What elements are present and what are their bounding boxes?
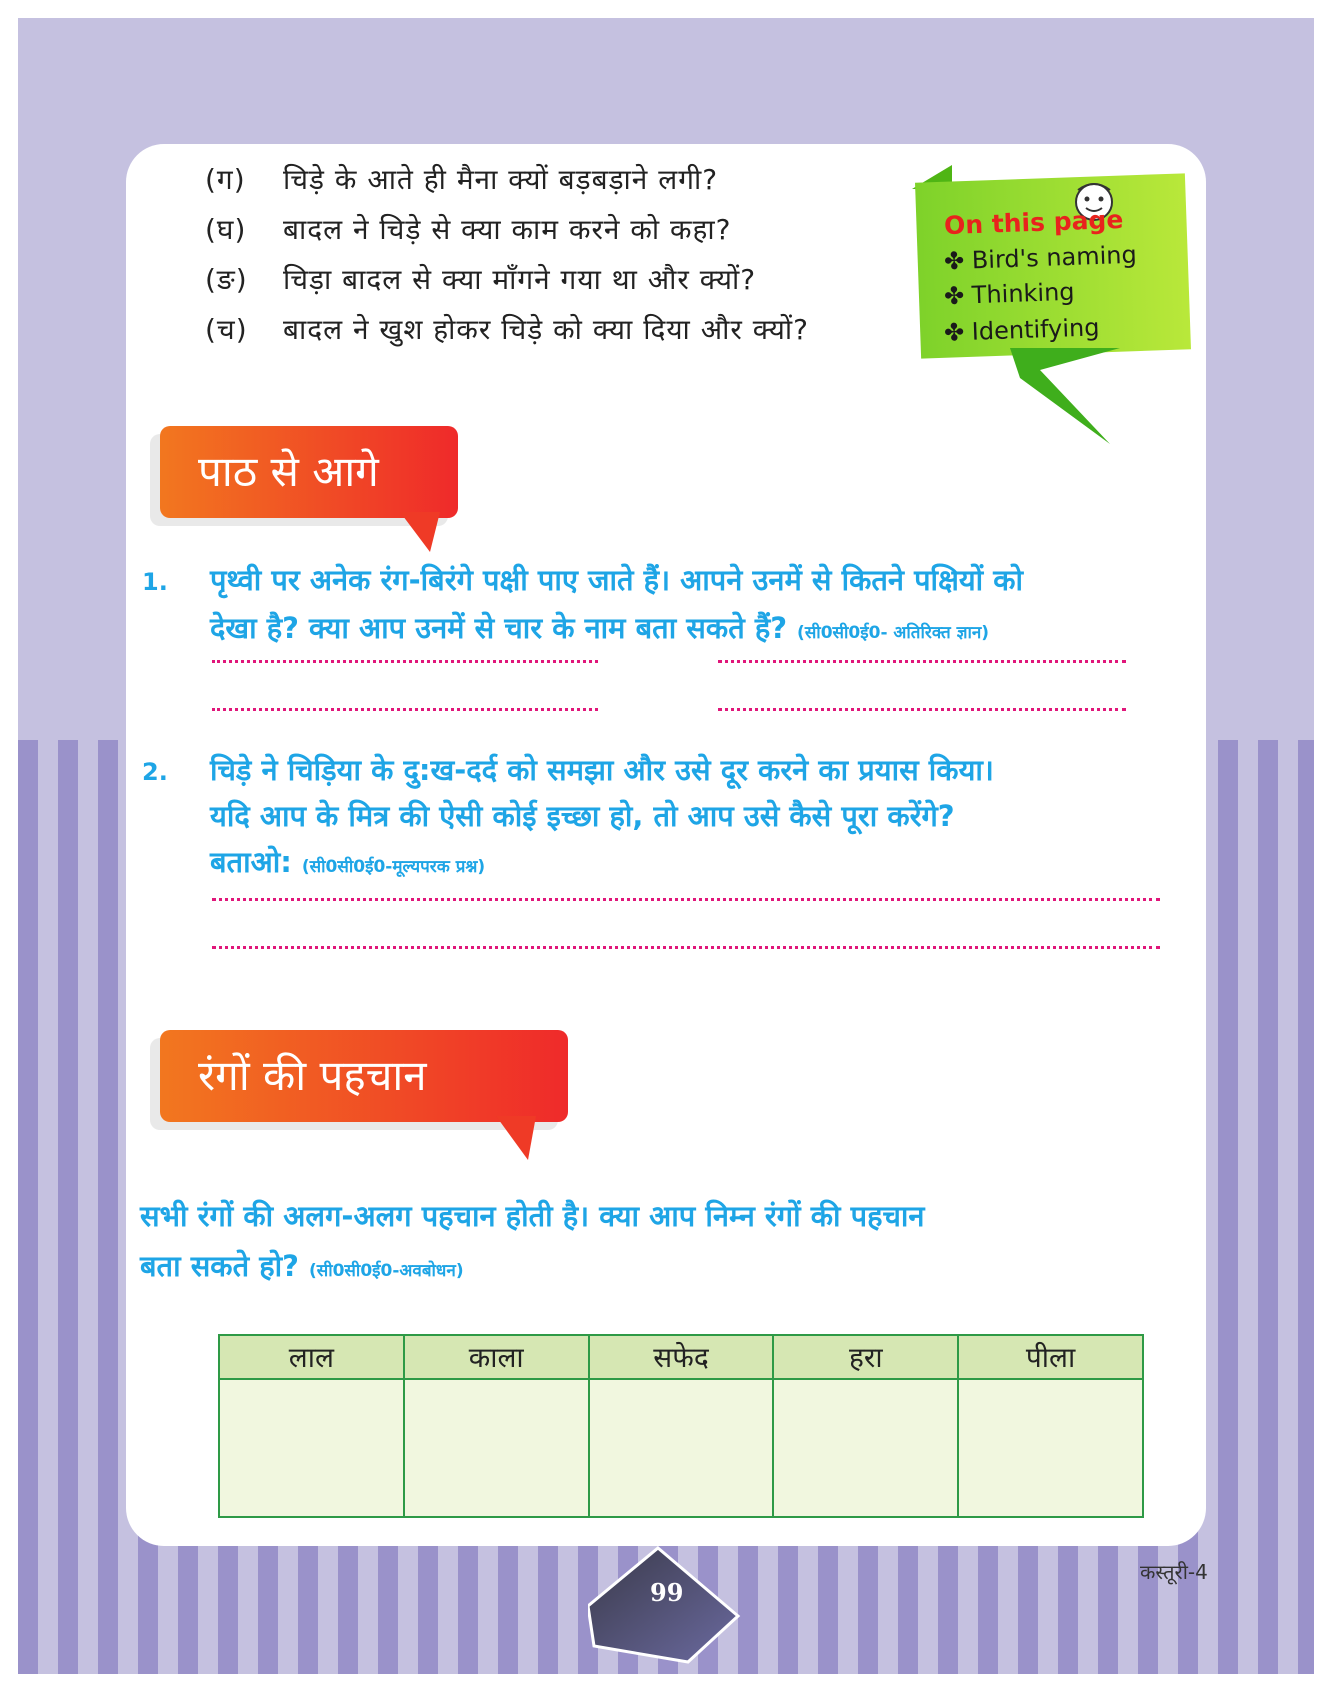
banner-tail [496,1116,546,1162]
answer-line [212,708,598,711]
table-header-cell: सफेद [589,1335,774,1379]
info-box-item: ✤ Identifying [943,313,1100,347]
section-banner-path-se-aage: पाठ से आगे [160,426,458,518]
table-header-cell: हरा [773,1335,958,1379]
q2-line2: यदि आप के मित्र की ऐसी कोई इच्छा हो, तो आप उसे कैसे पूरा करेंगे? [210,799,955,833]
table-header-cell: पीला [958,1335,1143,1379]
info-box-ribbon-tail [1010,348,1120,444]
section-banner-rangon-ki-pehchan: रंगों की पहचान [160,1030,568,1122]
table-header-cell: काला [404,1335,589,1379]
q1-line1: पृथ्वी पर अनेक रंग-बिरंगे पक्षी पाए जाते हैं। आपने उनमें से कितने पक्षियों को [210,563,1024,597]
table-header-cell: लाल [219,1335,404,1379]
answer-line [212,660,598,663]
question-gha [205,210,732,248]
question-number: 1. [142,568,168,596]
q2-line1: चिड़े ने चिड़िया के दु:ख-दर्द को समझा और उसे दूर करने का प्रयास किया। [210,753,994,787]
question-text: बादल ने खुश होकर चिड़े को क्या दिया और क्यों? [283,313,810,346]
answer-cell[interactable] [404,1379,589,1517]
bullet-icon: ✤ [943,281,965,311]
cce-tag: (सी0सी0ई0-अवबोधन) [308,1261,464,1281]
info-box-item: ✤ Thinking [943,277,1075,311]
question-text: चिड़ा बादल से क्या माँगने गया था और क्यों? [283,263,757,296]
question-nga [205,260,756,298]
question-label: (च) [205,313,248,346]
bullet-icon: ✤ [943,318,965,347]
book-label: कस्तूरी-4 [1140,1560,1208,1584]
q2-line3: बताओ: (सी0सी0ई0-मूल्यपरक प्रश्न) [210,845,486,879]
question-number: 2. [142,758,168,786]
answer-line [718,660,1126,663]
info-box-item: ✤ Bird's naming [943,240,1138,276]
colors-table [218,1334,1144,1518]
question-text: चिड़े के आते ही मैना क्यों बड़बड़ाने लगी? [283,163,719,196]
table-row [219,1379,1143,1517]
answer-cell[interactable] [958,1379,1143,1517]
answer-cell[interactable] [219,1379,404,1517]
section2-line2: बता सकते हो? (सी0सी0ई0-अवबोधन) [140,1249,464,1283]
page-number: 99 [650,1578,684,1607]
answer-cell[interactable] [589,1379,774,1517]
question-label: (ङ) [205,263,248,296]
answer-line [718,708,1126,711]
question-label: (घ) [205,213,247,246]
cce-tag: (सी0सी0ई0-मूल्यपरक प्रश्न) [301,857,486,877]
cce-tag: (सी0सी0ई0- अतिरिक्त ज्ञान) [797,623,990,643]
info-box-title: On this page [943,204,1124,241]
question-text: बादल ने चिड़े से क्या काम करने को कहा? [283,213,732,246]
question-label: (ग) [205,163,246,196]
q1-line2: देखा है? क्या आप उनमें से चार के नाम बता सकते हैं? (सी0सी0ई0- अतिरिक्त ज्ञान) [210,611,990,645]
question-cha [205,310,809,348]
bullet-icon: ✤ [943,246,965,276]
table-header-row [219,1335,1143,1379]
answer-line [212,946,1160,949]
banner-tail [400,512,450,554]
question-ga [205,160,718,198]
answer-cell[interactable] [773,1379,958,1517]
answer-line [212,898,1160,901]
section2-line1: सभी रंगों की अलग-अलग पहचान होती है। क्या आप निम्न रंगों की पहचान [140,1199,925,1233]
